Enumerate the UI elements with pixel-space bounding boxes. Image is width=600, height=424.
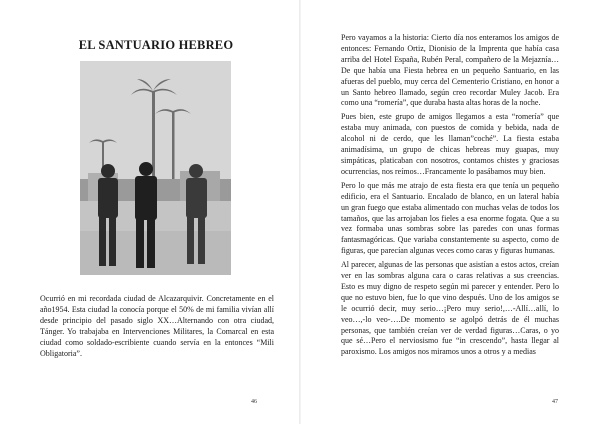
page-number-right: 47 bbox=[552, 399, 558, 405]
photo-three-men-icon bbox=[80, 61, 231, 275]
right-paragraph-4: Al parecer, algunas de las personas que asistían a estos actos, creían ver en las sombras alguna cara o caras relativas a sus creencias. Esto es muy digno de respeto según mi parecer y entender. Pero lo que no estuvo bien, fue lo que vino después. Uno de los amigos se le ocurrió decir, muy serio…¡Pero muy serio!,…-Allí…allí, lo veo…,-lo veo-….De momento se agolpó detrás de él muchas personas, que también creían ver de verdad figuras…Caras, o yo que sé…Pero el nerviosismo fue “in crescendo”, hasta llegar al paroxismo. Los amigos nos miramos unos a otros y a medias bbox=[341, 260, 559, 357]
right-page-body bbox=[341, 33, 559, 361]
left-paragraph: Ocurrió en mi recordada ciudad de Alcazarquivir. Concretamente en el año1954. Esta ciudad la conocía porque el 50% de mi familia vivían allí desde principio del pasado siglo XX…Alternando con otra ciudad, Tánger. Yo trabajaba en Intervenciones Militares, la Comarcal en esta ciudad como soldado-escribiente cuando servía en la entonces “Mili Obligatoria”. bbox=[40, 294, 274, 358]
chapter-title: EL SANTUARIO HEBREO bbox=[78, 38, 234, 52]
left-page-body bbox=[40, 294, 274, 359]
black-and-white-photo bbox=[80, 61, 231, 275]
right-page bbox=[300, 0, 600, 424]
right-paragraph-2: Pues bien, este grupo de amigos llegamos a esta “romería” que estaba muy animada, con puestos de comida y bebida, nada de alcohol ni de cerdo, que les llaman”coché”. La fiesta estaba animadísima, un grupo de chicas hebreas muy guapas, muy simpáticas, platicaban con nosotros, contamos chistes y graciosas ocurrencias, nos reímos…Francamente lo pasábamos muy bien. bbox=[341, 112, 559, 176]
right-paragraph-1: Pero vayamos a la historia: Cierto día nos enteramos los amigos de entonces: Fernando Ortiz, Dionisio de la Imprenta que había casa arriba del Hotel España, Rubén Peral, compañero de la Mejaznía… De que había una Fiesta hebrea en un pequeño Santuario, en las afueras del pueblo, muy cerca del Cementerio Cristiano, en honor a un Santo hebreo llamado, según creo recordar Muley Jacob. Era como una “romería”, que duraba hasta altas horas de la noche. bbox=[341, 33, 559, 108]
page-number-left: 46 bbox=[251, 399, 257, 405]
right-paragraph-3: Pero lo que más me atrajo de esta fiesta era que tenía un pequeño edificio, era el Santuario. Encalado de blanco, en un lateral había un gran fuego que estaba alimentado con muchas velas de todos los tamaños, que las arrojaban los fieles a esa enorme fogata. Que a su vez formaba unas sombras sobre las paredes con unas formas fantasmagóricas. Que variaba constantemente su aspecto, como de figuras, que parecían algunas veces como caras y figuras humanas. bbox=[341, 180, 559, 256]
